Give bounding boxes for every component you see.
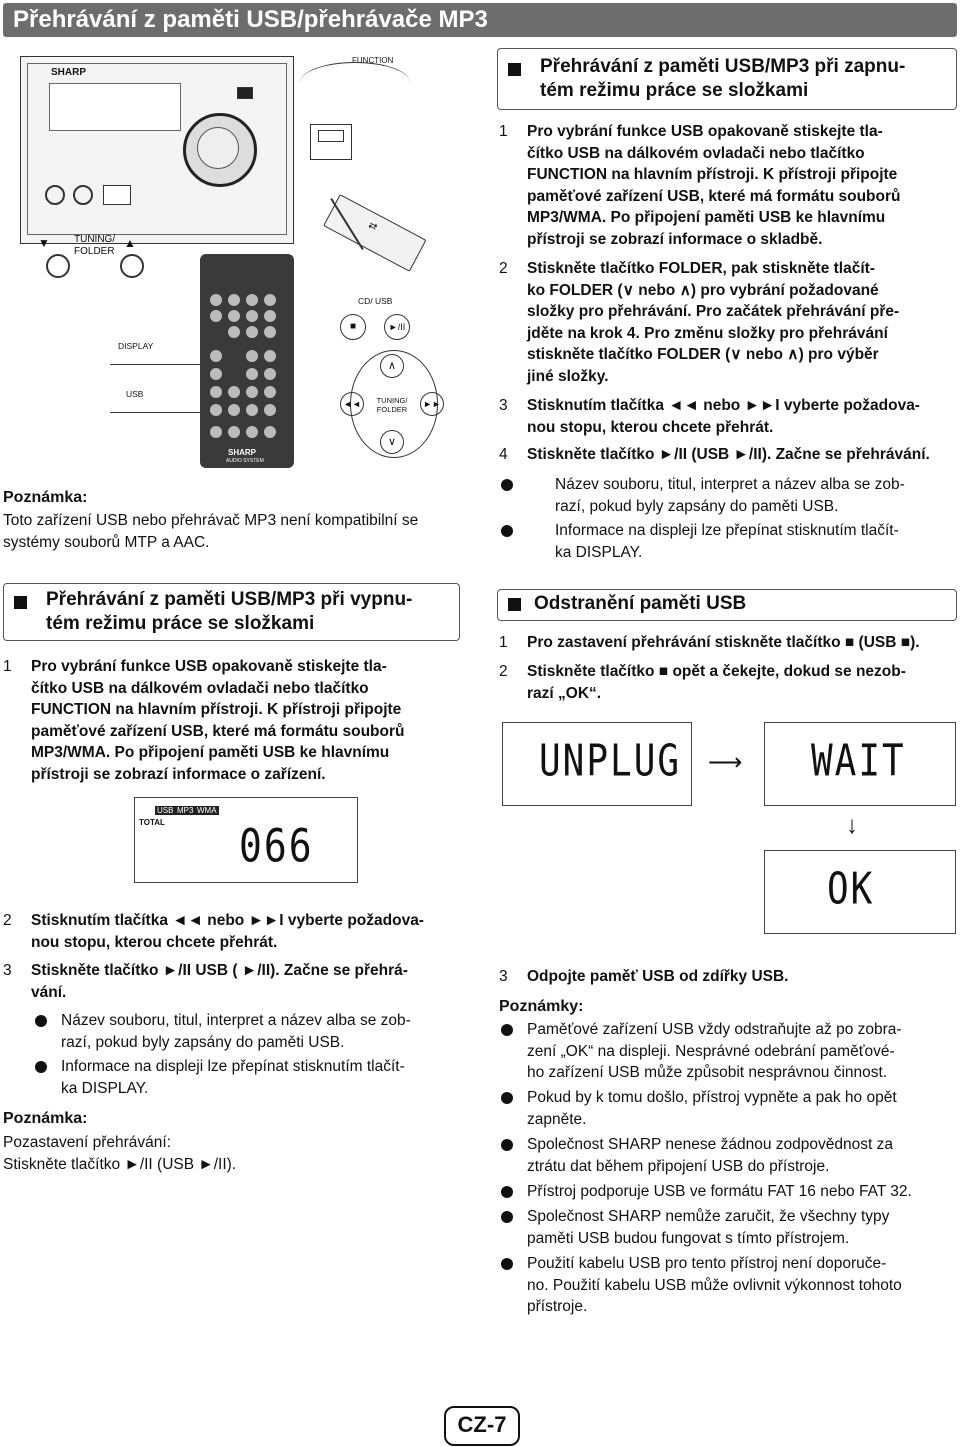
section-on-step-3: 3 Stisknutím tlačítka ◄◄ nebo ►►I vyberte požadova- nou stopu, kterou chcete přehrát. [499,397,920,436]
remote-control [200,254,294,468]
main-unit [20,56,294,244]
section-off-heading: Přehrávání z paměti USB/MP3 při vypnu- tém režimu práce se složkami [46,589,413,634]
note-top-text: Toto zařízení USB nebo přehrávač MP3 není kompatibilní se systémy souborů MTP a AAC. [3,512,419,551]
unit-display [49,83,181,131]
section-on-step-4: 4 Stiskněte tlačítko ►/II (USB ►/II). Začne se přehrávání. [499,446,930,463]
section-remove-heading: Odstranění paměti USB [534,593,747,614]
lcd-wait-text: WAIT [811,736,906,787]
tuning-up-icon: ▲ [124,236,136,250]
arrow-right-icon: ⟶ [708,749,743,776]
section-off-note-line2: Stiskněte tlačítko ►/II (USB ►/II). [3,1156,237,1173]
section-off-note-heading: Poznámka: [3,1110,88,1127]
tuning-down-button[interactable] [46,254,70,278]
folder-up-button[interactable]: ∧ [380,354,404,378]
play-pause-button[interactable] [384,314,410,340]
section-off-step-3: 3 Stiskněte tlačítko ►/II USB ( ►/II). Začne se přehrá- vání. [3,962,408,1001]
remote-brand: SHARP [228,448,257,457]
tuning-up-button[interactable] [120,254,144,278]
usb-port[interactable] [103,185,131,205]
arrow-down-icon: ↓ [846,812,858,839]
stop-button[interactable]: ■ [340,314,366,340]
lcd-ok-text: OK [827,864,875,915]
section-remove-step-1: 1 Pro zastavení přehrávání stiskněte tlačítko ■ (USB ■). [499,634,920,651]
lcd-track-value: 066 [239,819,314,873]
section-on-heading: Přehrávání z paměti USB/MP3 při zapnu- tém režimu práce se složkami [540,56,906,101]
page-number: CZ-7 [457,1412,507,1437]
lcd-wait [764,722,956,806]
headphone-jack [45,185,65,205]
usb-label: USB [126,389,144,399]
section-on-step-1: 1 Pro vybrání funkce USB opakovaně stiskejte tla- čítko USB na dálkovém ovladači nebo tlačítko FUNCTION na hlavním přístroji. K přístroji připojte paměťové zařízení USB, které má formátu souborů MP3/WMA. Po připojení paměti USB ke hlavnímu přístroji se zobrazí informace o skladbě. [499,123,901,248]
display-label: DISPLAY [118,341,154,351]
section-on-step-2: 2 Stiskněte tlačítko FOLDER, pak stiskněte tlačít- ko FOLDER (∨ nebo ∧) pro vybrání požadované složky pro přehrávání. Pro začátek přehrávání pře- jděte na krok 4. Pro změnu složky pro přehrávání stiskněte tlačítko FOLDER (∨ nebo ∧) pro výběr jiné složky. [499,260,900,385]
remove-note-4: Přístroj podporuje USB ve formátu FAT 16 nebo FAT 32. [499,1181,957,1203]
page-number-badge [444,1406,520,1446]
remove-note-5: Společnost SHARP nemůže zaručit, že všechny typy paměti USB budou fungovat s tímto přístrojem. [499,1206,957,1250]
section-remove-step-2: 2 Stiskněte tlačítko ■ opět a čekejte, dokud se nezob- razí „OK“. [499,663,906,702]
remove-note-2: Pokud by k tomu došlo, přístroj vypněte a pak ho opět zapněte. [499,1087,957,1131]
lcd-tag-usb: USB [157,806,174,815]
section-off-step-1: 1 Pro vybrání funkce USB opakovaně stiskejte tla- čítko USB na dálkovém ovladači nebo tlačítko FUNCTION na hlavním přístroji. K přístroji připojte paměťové zařízení USB, které má formátu souborů MP3/WMA. Po připojení paměti USB ke hlavnímu přístroji se zobrazí informace o zařízení. [3,658,405,783]
remove-note-3: Společnost SHARP nenese žádnou zodpovědnost za ztrátu dat během připojení USB do přístroje. [499,1134,957,1178]
section-remove-heading-box [497,589,957,621]
cd-usb-label: CD/ USB [358,296,393,306]
play-pause-icon: ►/II [388,322,406,332]
device-figure [0,44,470,474]
function-label: FUNCTION [352,56,394,65]
lcd-unplug-text: UNPLUG [539,736,682,787]
remove-note-6: Použití kabelu USB pro tento přístroj není doporuče- no. Použití kabelu USB může ovlivnit výkonnost tohoto přístroje. [499,1253,957,1319]
usb-stick-icon: ⇄ [366,219,379,234]
tuning-folder-label-main: TUNING/ FOLDER [74,234,116,257]
lcd-unplug [502,722,692,806]
folder-down-button[interactable]: ∨ [380,430,404,454]
remote-sub: AUDIO SYSTEM [226,458,264,464]
section-remove-notes-heading: Poznámky: [499,998,584,1015]
unit-brand: SHARP [51,67,87,78]
section-on-bullet-2: Informace na displeji lze přepínat stisknutím tlačít- ka DISPLAY. [499,520,957,564]
section-off-bullet-2: Informace na displeji lze přepínat stisknutím tlačít- ka DISPLAY. [33,1056,463,1100]
cd-tray-button[interactable] [237,87,253,99]
remove-note-1: Paměťové zařízení USB vždy odstraňujte až po zobra- zení „OK“ na displeji. Nesprávné odebrání paměťové- ho zařízení USB může způsobit nesprávnou činnost. [499,1019,957,1085]
section-remove-bullet-icon [508,598,521,611]
lcd-tag-mp3: MP3 [177,806,194,815]
page-title: Přehrávání z paměti USB/přehrávače MP3 [13,6,488,33]
section-on-heading-box [497,48,957,110]
section-off-heading-box [3,583,460,641]
tuning-down-icon: ▼ [38,236,50,250]
section-off-step-2: 2 Stisknutím tlačítka ◄◄ nebo ►►I vyberte požadova- nou stopu, kterou chcete přehrát. [3,912,424,951]
section-off-bullet-icon [14,596,27,609]
note-top-heading: Poznámka: [3,489,88,506]
page-title-bar [3,3,957,37]
lcd-tag-wma: WMA [197,806,217,815]
next-button[interactable]: ►► [420,392,444,416]
section-off-bullet-1: Název souboru, titul, interpret a název alba se zob- razí, pokud byly zapsány do paměti USB. [33,1010,463,1054]
prev-button[interactable]: ◄◄ [340,392,364,416]
lcd-track-display [134,797,358,883]
tuning-folder-label: TUNING/ FOLDER [376,396,408,414]
section-remove-step-3: 3 Odpojte paměť USB od zdířky USB. [499,968,789,985]
lcd-total: TOTAL [139,818,165,827]
aux-jack [73,185,93,205]
usb-stick [323,194,428,273]
section-on-bullet-1: Název souboru, titul, interpret a název alba se zob- razí, pokud byly zapsány do paměti USB. [499,474,957,518]
section-off-note-line1: Pozastavení přehrávání: [3,1134,172,1151]
lcd-ok [764,850,956,934]
section-on-bullet-icon [508,63,521,76]
